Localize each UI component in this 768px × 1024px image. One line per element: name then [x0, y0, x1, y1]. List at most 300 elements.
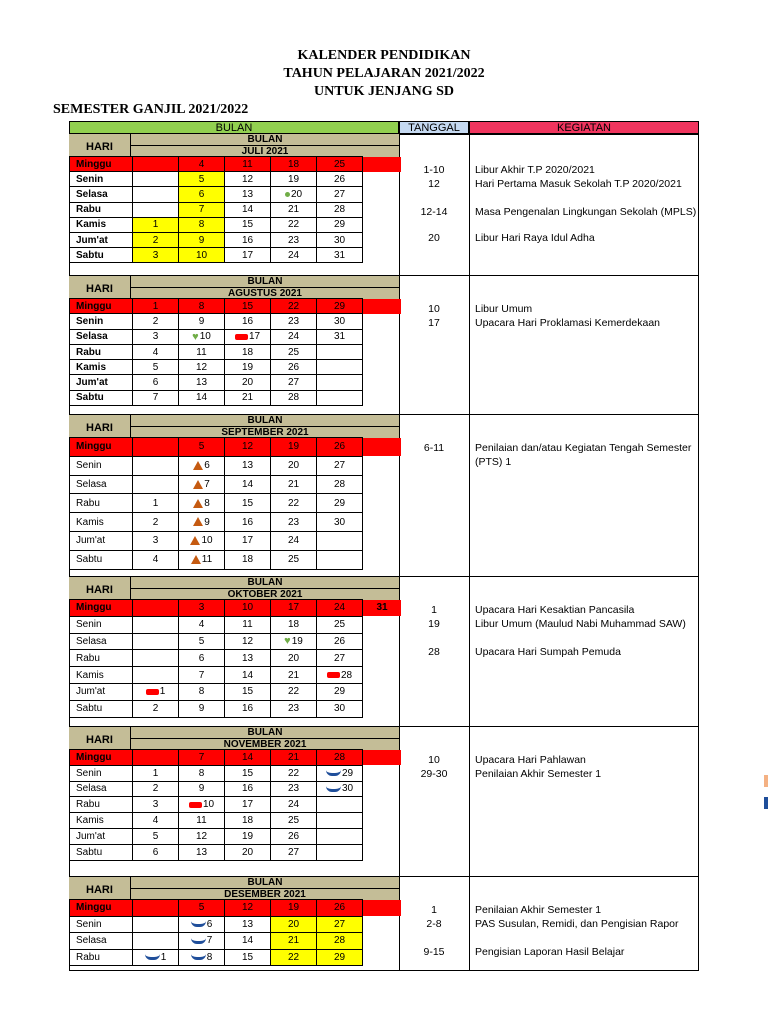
date-cell: [179, 813, 225, 829]
date-number: 11: [196, 815, 207, 827]
date-number: 18: [287, 158, 300, 170]
date-cell: [271, 650, 317, 667]
date-cell: [317, 248, 363, 263]
arc-icon: [326, 786, 341, 792]
date-cell: [317, 314, 363, 329]
extra-cell: [363, 248, 402, 263]
date-number: 14: [241, 669, 254, 681]
date-cell: [317, 813, 363, 829]
rect-red-icon: [146, 689, 159, 695]
date-number: 1: [160, 951, 167, 963]
date-number: 7: [152, 392, 159, 404]
date-number: 19: [287, 441, 300, 453]
date-cell: [317, 494, 363, 513]
date-cell: [179, 217, 225, 232]
date-number: 8: [198, 767, 205, 779]
date-cell: [225, 813, 271, 829]
date-number: 24: [287, 799, 300, 811]
rect-red-icon: [235, 334, 248, 340]
hari-label: HARI: [69, 577, 131, 603]
date-cell: [133, 217, 179, 232]
title-line-1: KALENDER PENDIDIKAN: [297, 48, 471, 63]
week-day-row: [70, 248, 402, 263]
date-cell: [179, 797, 225, 813]
date-number: 2: [152, 703, 159, 715]
extra-cell: [363, 299, 402, 314]
day-name: Rabu: [70, 202, 133, 217]
date-number: 19: [287, 173, 300, 185]
date-cell: [225, 844, 271, 860]
date-number: 21: [287, 669, 300, 681]
month-block: [69, 727, 699, 877]
extra-cell: [363, 650, 402, 667]
date-cell: [225, 390, 271, 405]
date-number: 20: [290, 188, 303, 200]
date-number: 17: [241, 535, 254, 547]
week-day-row: [70, 650, 402, 667]
week-day-row: [70, 375, 402, 390]
day-name: Jum'at: [70, 828, 133, 844]
column-header-bulan: BULAN: [69, 121, 399, 134]
date-number: 26: [287, 361, 300, 373]
date-number: 22: [287, 497, 300, 509]
date-number: 20: [287, 918, 300, 930]
hari-label: HARI: [69, 276, 131, 302]
date-cell: [179, 828, 225, 844]
date-cell: [271, 750, 317, 766]
date-number: 10: [195, 249, 208, 261]
date-cell: [225, 633, 271, 650]
date-number: 29: [333, 497, 346, 509]
date-number: 21: [287, 935, 300, 947]
date-cell: [225, 650, 271, 667]
extra-cell: [363, 172, 402, 187]
date-cell: [317, 157, 363, 172]
bulan-label: BULAN: [131, 727, 399, 739]
date-number: 14: [241, 204, 254, 216]
date-cell: [271, 828, 317, 844]
date-cell: [133, 157, 179, 172]
day-name: Minggu: [70, 157, 133, 172]
date-cell: [317, 933, 363, 950]
date-cell: [317, 513, 363, 532]
extra-cell: [363, 475, 402, 494]
date-cell: [225, 329, 271, 344]
month-header: [131, 577, 399, 600]
date-cell: [271, 700, 317, 717]
date-cell: [317, 844, 363, 860]
tanggal-value: 17: [428, 317, 440, 329]
kegiatan-text: Pengisian Laporan Hasil Belajar: [475, 946, 625, 958]
date-number: 13: [195, 377, 208, 389]
date-cell: [317, 900, 363, 917]
date-number: 10: [199, 331, 211, 343]
date-number: 9: [198, 703, 205, 715]
date-number: 7: [198, 751, 205, 763]
kegiatan-text: PAS Susulan, Remidi, dan Pengisian Rapor: [475, 918, 679, 930]
month-grid: [69, 899, 401, 966]
kegiatan-text: Penilaian Akhir Semester 1: [475, 904, 602, 916]
date-cell: [133, 475, 179, 494]
extra-cell: [363, 750, 402, 766]
date-number: 9: [198, 315, 205, 327]
extra-cell: [363, 438, 402, 457]
week-day-row: [70, 781, 402, 797]
date-cell: [133, 550, 179, 569]
tri-icon: [193, 461, 203, 470]
date-cell: [179, 667, 225, 684]
date-cell: [179, 475, 225, 494]
tanggal-value: 10: [428, 303, 440, 315]
date-number: 30: [333, 516, 346, 528]
date-cell: [317, 375, 363, 390]
week-day-row: [70, 600, 402, 617]
date-cell: [133, 248, 179, 263]
date-number: 1: [152, 219, 159, 231]
date-number: 20: [241, 377, 254, 389]
date-cell: [179, 344, 225, 359]
kegiatan-text: Upacara Hari Proklamasi Kemerdekaan: [475, 317, 660, 329]
date-cell: [271, 157, 317, 172]
extra-cell: [363, 844, 402, 860]
day-name: Kamis: [70, 360, 133, 375]
date-number: 16: [241, 234, 254, 246]
date-cell: [179, 600, 225, 617]
date-cell: [271, 172, 317, 187]
week-day-row: [70, 360, 402, 375]
date-cell: [271, 531, 317, 550]
date-number: 18: [287, 619, 300, 631]
date-number: 8: [198, 219, 205, 231]
date-cell: [225, 900, 271, 917]
date-number: 5: [152, 361, 159, 373]
day-name: Selasa: [70, 781, 133, 797]
kegiatan-text: Penilaian dan/atau Kegiatan Tengah Semester (PTS) 1: [475, 442, 692, 468]
hari-label: HARI: [69, 415, 131, 441]
bulan-label: BULAN: [131, 877, 399, 889]
date-cell: [179, 550, 225, 569]
date-cell: [133, 438, 179, 457]
extra-cell: [363, 633, 402, 650]
week-day-row: [70, 390, 402, 405]
day-name: Sabtu: [70, 550, 133, 569]
extra-cell: [363, 933, 402, 950]
date-cell: [179, 765, 225, 781]
day-name: Senin: [70, 765, 133, 781]
date-cell: [271, 900, 317, 917]
date-cell: [271, 550, 317, 569]
date-cell: [317, 550, 363, 569]
date-cell: [179, 650, 225, 667]
date-cell: [271, 616, 317, 633]
week-day-row: [70, 157, 402, 172]
date-number: 28: [333, 204, 346, 216]
date-number: 16: [241, 703, 254, 715]
date-cell: [271, 949, 317, 966]
date-cell: [317, 667, 363, 684]
date-number: 28: [287, 392, 300, 404]
kegiatan-text: Upacara Hari Sumpah Pemuda: [475, 646, 621, 658]
extra-cell: [363, 616, 402, 633]
date-number: 9: [198, 783, 205, 795]
week-day-row: [70, 187, 402, 202]
date-cell: [271, 633, 317, 650]
date-number: 17: [248, 331, 261, 343]
date-cell: [271, 232, 317, 247]
month-block: [69, 276, 699, 415]
date-cell: [271, 813, 317, 829]
date-cell: [133, 600, 179, 617]
date-number: 14: [241, 751, 254, 763]
date-number: 12: [241, 635, 254, 647]
day-name: Senin: [70, 916, 133, 933]
extra-cell: [363, 700, 402, 717]
date-number: 26: [333, 902, 346, 914]
extra-cell: [363, 360, 402, 375]
date-cell: [225, 513, 271, 532]
date-cell: [225, 828, 271, 844]
tri-icon: [193, 480, 203, 489]
date-number: 15: [241, 686, 254, 698]
date-cell: [133, 949, 179, 966]
date-cell: [317, 781, 363, 797]
tri-icon: [193, 499, 203, 508]
date-number: 10: [241, 602, 254, 614]
date-cell: [133, 390, 179, 405]
date-number: 22: [287, 300, 300, 312]
month-grid: [69, 437, 401, 570]
day-name: Rabu: [70, 650, 133, 667]
date-cell: [179, 172, 225, 187]
date-cell: [225, 475, 271, 494]
date-cell: [317, 650, 363, 667]
date-cell: [271, 329, 317, 344]
day-name: Jum'at: [70, 375, 133, 390]
kegiatan-text: Hari Pertama Masuk Sekolah T.P 2020/2021: [475, 178, 682, 190]
date-number: 13: [241, 918, 254, 930]
bulan-label: BULAN: [131, 276, 399, 288]
month-name: OKTOBER 2021: [227, 589, 303, 600]
month-name: JULI 2021: [241, 146, 289, 157]
date-number: 15: [241, 497, 254, 509]
extra-cell: [363, 217, 402, 232]
date-number: 14: [241, 935, 254, 947]
week-day-row: [70, 813, 402, 829]
day-name: Senin: [70, 172, 133, 187]
date-number: 14: [241, 478, 254, 490]
date-cell: [317, 916, 363, 933]
extra-cell: [363, 375, 402, 390]
day-name: Kamis: [70, 217, 133, 232]
week-day-row: [70, 344, 402, 359]
date-cell: [133, 232, 179, 247]
extra-cell: [363, 494, 402, 513]
day-name: Rabu: [70, 494, 133, 513]
date-number: 12: [241, 173, 254, 185]
week-day-row: [70, 172, 402, 187]
day-name: Kamis: [70, 513, 133, 532]
month-header: [131, 877, 399, 900]
date-cell: [225, 232, 271, 247]
extra-cell: [363, 667, 402, 684]
month-header: [131, 415, 399, 438]
date-number: 20: [241, 846, 254, 858]
month-header: [131, 727, 399, 750]
week-day-row: [70, 765, 402, 781]
date-number: 3: [152, 249, 159, 261]
date-number: 28: [333, 751, 346, 763]
kegiatan-text: Upacara Hari Pahlawan: [475, 754, 586, 766]
tri-icon: [191, 555, 201, 564]
date-number: 19: [291, 635, 303, 647]
date-number: 31: [333, 331, 346, 343]
date-cell: [317, 633, 363, 650]
month-name: DESEMBER 2021: [224, 889, 306, 900]
date-cell: [271, 456, 317, 475]
date-number: 30: [333, 703, 346, 715]
date-cell: [225, 700, 271, 717]
date-cell: [317, 828, 363, 844]
tanggal-value: 6-11: [423, 442, 445, 454]
date-cell: [133, 344, 179, 359]
date-number: 17: [241, 249, 254, 261]
date-cell: [225, 314, 271, 329]
date-cell: [271, 797, 317, 813]
date-number: 1: [152, 767, 159, 779]
date-cell: [179, 683, 225, 700]
tanggal-value: 28: [428, 646, 440, 658]
date-number: 22: [287, 767, 300, 779]
date-cell: [133, 900, 179, 917]
date-cell: [317, 700, 363, 717]
date-number: 22: [287, 951, 300, 963]
date-cell: [133, 531, 179, 550]
date-number: 6: [198, 188, 205, 200]
date-cell: [271, 360, 317, 375]
week-day-row: [70, 314, 402, 329]
date-cell: [133, 375, 179, 390]
date-number: 11: [201, 554, 213, 566]
date-cell: [317, 187, 363, 202]
tanggal-value: 1: [431, 604, 437, 616]
date-number: 8: [198, 300, 205, 312]
date-cell: [225, 494, 271, 513]
rect-red-icon: [189, 802, 202, 808]
week-day-row: [70, 828, 402, 844]
day-name: Rabu: [70, 797, 133, 813]
date-number: 15: [241, 767, 254, 779]
day-name: Minggu: [70, 299, 133, 314]
extra-cell: [363, 456, 402, 475]
kegiatan-text: Libur Umum (Maulud Nabi Muhammad SAW): [475, 618, 686, 630]
tanggal-value: 9-15: [423, 946, 445, 958]
date-cell: [225, 202, 271, 217]
date-cell: [317, 750, 363, 766]
day-name: Jum'at: [70, 683, 133, 700]
date-number: 16: [241, 783, 254, 795]
date-cell: [271, 438, 317, 457]
date-cell: [133, 750, 179, 766]
date-cell: [271, 187, 317, 202]
date-cell: [317, 360, 363, 375]
date-number: 6: [206, 918, 213, 930]
date-cell: [179, 456, 225, 475]
date-cell: [179, 633, 225, 650]
date-number: 12: [195, 361, 208, 373]
date-cell: [225, 456, 271, 475]
arc-icon: [191, 921, 206, 927]
extra-cell: [363, 683, 402, 700]
date-cell: [271, 844, 317, 860]
date-number: 29: [333, 951, 346, 963]
extra-cell: [363, 916, 402, 933]
title-line-2: TAHUN PELAJARAN 2021/2022: [283, 66, 485, 81]
tanggal-value: 12-14: [420, 206, 448, 218]
date-cell: [271, 475, 317, 494]
date-number: 11: [242, 619, 253, 631]
day-name: Jum'at: [70, 531, 133, 550]
date-number: 27: [333, 918, 346, 930]
date-cell: [179, 360, 225, 375]
date-cell: [133, 700, 179, 717]
extra-cell: [363, 344, 402, 359]
date-number: 31: [333, 249, 346, 261]
date-cell: [225, 344, 271, 359]
kegiatan-text: Libur Umum: [475, 303, 533, 315]
date-cell: [225, 933, 271, 950]
date-cell: [271, 202, 317, 217]
date-number: 23: [287, 315, 300, 327]
date-number: 29: [333, 219, 346, 231]
day-name: Selasa: [70, 187, 133, 202]
week-day-row: [70, 797, 402, 813]
date-cell: [133, 172, 179, 187]
extra-cell: [363, 157, 402, 172]
date-number: 26: [333, 441, 346, 453]
date-number: 10: [201, 535, 213, 547]
date-cell: [133, 360, 179, 375]
tanggal-value: 2-8: [426, 918, 442, 930]
edge-mark: [764, 775, 768, 787]
date-cell: [225, 949, 271, 966]
date-number: 5: [198, 902, 205, 914]
date-cell: [133, 828, 179, 844]
date-cell: [179, 157, 225, 172]
date-cell: [271, 513, 317, 532]
day-name: Selasa: [70, 633, 133, 650]
bulan-label: BULAN: [131, 134, 399, 146]
date-cell: [179, 299, 225, 314]
date-number: 3: [152, 331, 159, 343]
date-number: 3: [198, 602, 205, 614]
date-cell: [179, 616, 225, 633]
date-number: 3: [152, 535, 159, 547]
date-cell: [271, 600, 317, 617]
week-day-row: [70, 683, 402, 700]
date-number: 18: [241, 554, 254, 566]
date-number: 7: [198, 669, 205, 681]
date-number: 8: [206, 951, 213, 963]
day-name: Rabu: [70, 949, 133, 966]
extra-cell: 31: [363, 600, 402, 617]
date-cell: [271, 344, 317, 359]
date-number: 21: [287, 751, 300, 763]
date-cell: [133, 683, 179, 700]
extra-cell: [363, 765, 402, 781]
date-number: 13: [195, 846, 208, 858]
date-number: 2: [152, 516, 159, 528]
date-number: 13: [241, 188, 254, 200]
